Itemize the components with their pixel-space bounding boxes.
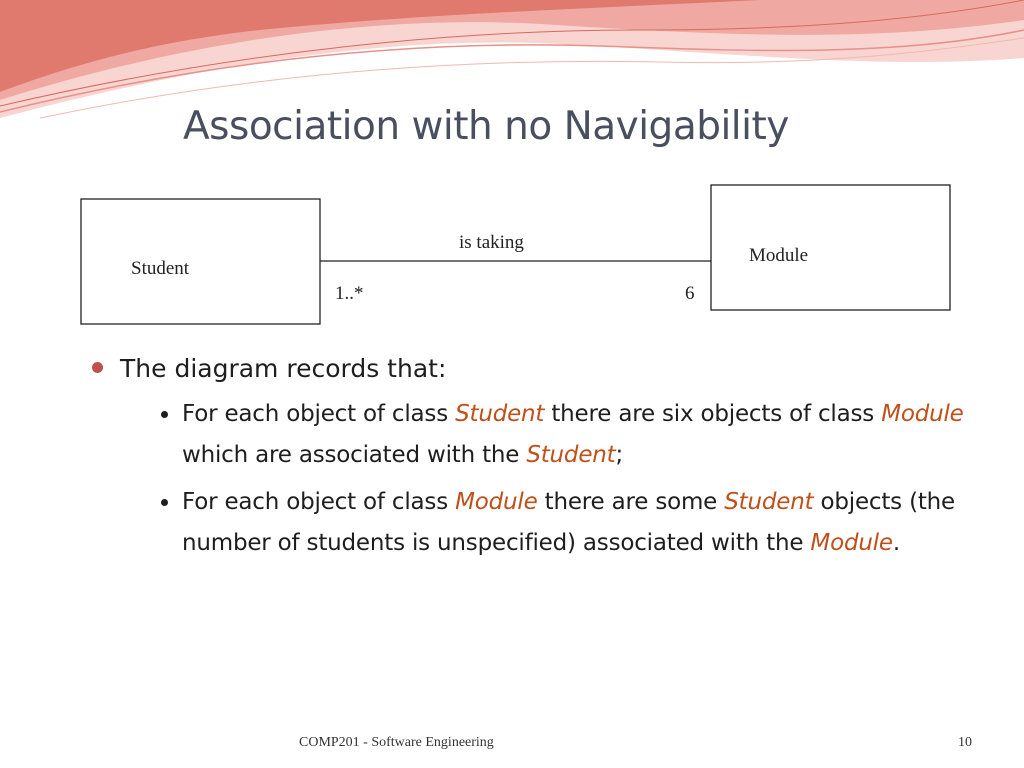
uml-diagram-panel bbox=[73, 158, 969, 332]
class-name-student: Student bbox=[526, 442, 616, 468]
class-name-module: Module bbox=[810, 530, 893, 556]
student-class-box bbox=[81, 199, 320, 324]
association-label: is taking bbox=[459, 232, 524, 253]
class-name-student: Student bbox=[724, 489, 814, 515]
student-class-name: Student bbox=[131, 258, 190, 279]
sub-bullet-text: For each object of class bbox=[182, 401, 456, 427]
uml-diagram bbox=[73, 158, 969, 332]
sub-bullet-student bbox=[159, 394, 970, 476]
sub-bullet-text: objects (the number of students is unspecified) associated with the bbox=[182, 489, 955, 556]
sub-bullet-text: ; bbox=[615, 442, 624, 468]
sub-bullet-text: For each object of class bbox=[182, 489, 456, 515]
class-name-module: Module bbox=[881, 401, 964, 427]
module-class-name: Module bbox=[749, 245, 809, 266]
black-bullet-dot bbox=[161, 411, 168, 418]
footer-course-name: COMP201 - Software Engineering bbox=[299, 735, 494, 750]
multiplicity-student-end: 1..* bbox=[335, 283, 364, 304]
slide-title: Association with no Navigability bbox=[183, 104, 789, 149]
bullet-list bbox=[90, 348, 970, 570]
sub-bullet-text: which are associated with the bbox=[182, 442, 527, 468]
black-bullet-dot bbox=[161, 499, 168, 506]
sub-bullet-text: there are some bbox=[537, 489, 725, 515]
bullet-intro-text: The diagram records that: bbox=[120, 354, 447, 383]
red-bullet-dot bbox=[92, 362, 103, 373]
class-name-module: Module bbox=[455, 489, 538, 515]
class-name-student: Student bbox=[455, 401, 545, 427]
sub-bullet-text: there are six objects of class bbox=[544, 401, 882, 427]
sub-bullet-module bbox=[159, 482, 970, 564]
bullet-intro bbox=[90, 348, 970, 390]
module-class-box bbox=[711, 185, 950, 310]
multiplicity-module-end: 6 bbox=[685, 283, 695, 304]
sub-bullet-text: . bbox=[892, 530, 900, 556]
slide-page-number: 10 bbox=[958, 735, 972, 750]
